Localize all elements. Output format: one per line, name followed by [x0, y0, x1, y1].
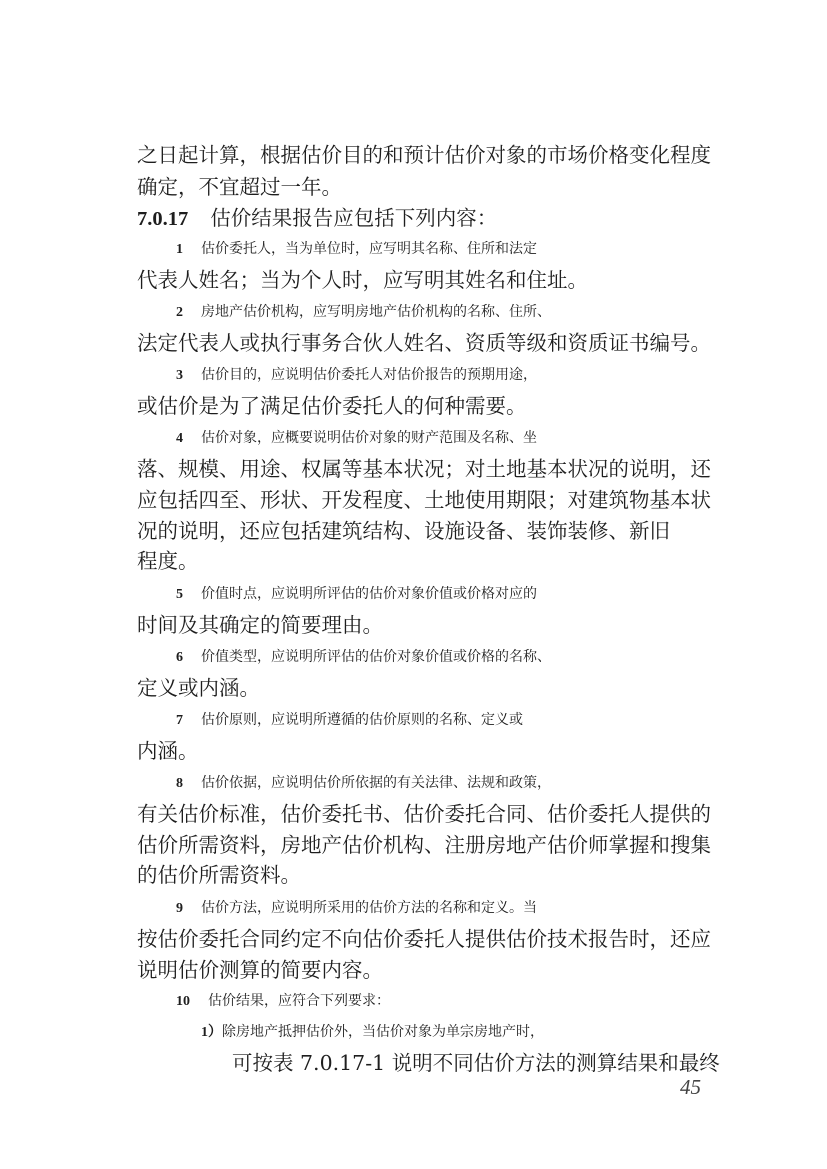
line-text: 除房地产抵押估价外，当估价对象为单宗房地产时，: [222, 1024, 544, 1040]
line-text: 说明估价测算的简要内容。: [137, 958, 383, 982]
line-text: 估价所需资料，房地产估价机构、注册房地产估价师掌握和搜集: [137, 833, 711, 857]
item-number: 5: [176, 587, 183, 602]
item-number: 9: [176, 901, 183, 916]
list-item: [176, 768, 761, 798]
sub-list-item: [201, 1017, 723, 1047]
text-line: [137, 454, 722, 484]
line-text: 房地产估价机构，应写明房地产估价机构的名称、住所、: [201, 304, 551, 320]
line-text: 按估价委托合同约定不向估价委托人提供估价技术报告时，还应: [137, 927, 711, 951]
line-text: 或估价是为了满足估价委托人的何种需要。: [137, 394, 527, 418]
item-number: 8: [176, 776, 183, 791]
text-line: [137, 673, 722, 703]
line-text: 估价委托人，当为单位时，应写明其名称、住所和法定: [201, 241, 537, 257]
line-text: 价值时点，应说明所评估的估价对象价值或价格对应的: [201, 586, 537, 602]
text-line: [137, 955, 722, 985]
list-item: [176, 705, 761, 735]
text-line: [137, 172, 722, 202]
line-text: 估价原则，应说明所遵循的估价原则的名称、定义或: [201, 712, 523, 728]
text-line: [137, 328, 722, 358]
line-text: 估价目的，应说明估价委托人对估价报告的预期用途，: [201, 367, 537, 383]
list-item: [176, 423, 761, 453]
line-text: 有关估价标准，估价委托书、估价委托合同、估价委托人提供的: [137, 802, 711, 826]
line-text: 估价方法，应说明所采用的估价方法的名称和定义。当: [201, 900, 537, 916]
item-number: 6: [176, 650, 183, 665]
text-line: [137, 140, 722, 170]
text-line: [232, 1048, 722, 1078]
line-text: 内涵。: [137, 739, 199, 763]
line-text: 确定，不宜超过一年。: [137, 175, 342, 199]
clause-heading: [137, 203, 722, 233]
item-number: 4: [176, 431, 183, 446]
sub-item-number: 1）: [201, 1025, 222, 1040]
line-text: 估价结果报告应包括下列内容：: [210, 206, 498, 230]
line-text: 的估价所需资料。: [137, 863, 301, 887]
item-number: 7: [176, 713, 183, 728]
line-text: 时间及其确定的简要理由。: [137, 613, 383, 637]
text-line: [137, 830, 722, 860]
text-line: [137, 924, 722, 954]
line-text: 法定代表人或执行事务合伙人姓名、资质等级和资质证书编号。: [137, 331, 711, 355]
page-number: 45: [680, 1075, 701, 1099]
list-item: [176, 579, 761, 609]
line-text: 之日起计算，根据估价目的和预计估价对象的市场价格变化程度: [137, 143, 711, 167]
list-item: [176, 297, 761, 327]
line-text: 况的说明，还应包括建筑结构、设施设备、装饰装修、新旧: [137, 519, 670, 543]
line-text: 可按表 7.0.17-1 说明不同估价方法的测算结果和最终: [232, 1051, 720, 1075]
text-line: [137, 610, 722, 640]
text-line: [137, 736, 722, 766]
line-text: 应包括四至、形状、开发程度、土地使用期限；对建筑物基本状: [137, 488, 711, 512]
text-line: [137, 391, 722, 421]
text-line: [137, 546, 722, 576]
text-line: [137, 799, 722, 829]
item-number: 2: [176, 305, 183, 320]
clause-number: 7.0.17: [137, 208, 189, 230]
text-line: [137, 265, 722, 295]
line-text: 代表人姓名；当为个人时，应写明其姓名和住址。: [137, 268, 588, 292]
line-text: 程度。: [137, 549, 199, 573]
item-number: 1: [176, 242, 183, 257]
item-number: 3: [176, 368, 183, 383]
list-item: [176, 893, 761, 923]
list-item: [176, 234, 761, 264]
text-line: [137, 516, 722, 546]
line-text: 定义或内涵。: [137, 676, 260, 700]
line-text: 落、规模、用途、权属等基本状况；对土地基本状况的说明，还: [137, 457, 711, 481]
line-text: 估价结果，应符合下列要求：: [208, 993, 390, 1009]
text-line: [137, 485, 722, 515]
list-item: [176, 642, 761, 672]
list-item: [176, 360, 761, 390]
item-number: 10: [176, 994, 190, 1009]
list-item: [176, 986, 761, 1016]
line-text: 估价依据，应说明估价所依据的有关法律、法规和政策，: [201, 775, 551, 791]
line-text: 价值类型，应说明所评估的估价对象价值或价格的名称、: [201, 649, 551, 665]
line-text: 估价对象，应概要说明估价对象的财产范围及名称、坐: [201, 430, 537, 446]
text-line: [137, 860, 722, 890]
